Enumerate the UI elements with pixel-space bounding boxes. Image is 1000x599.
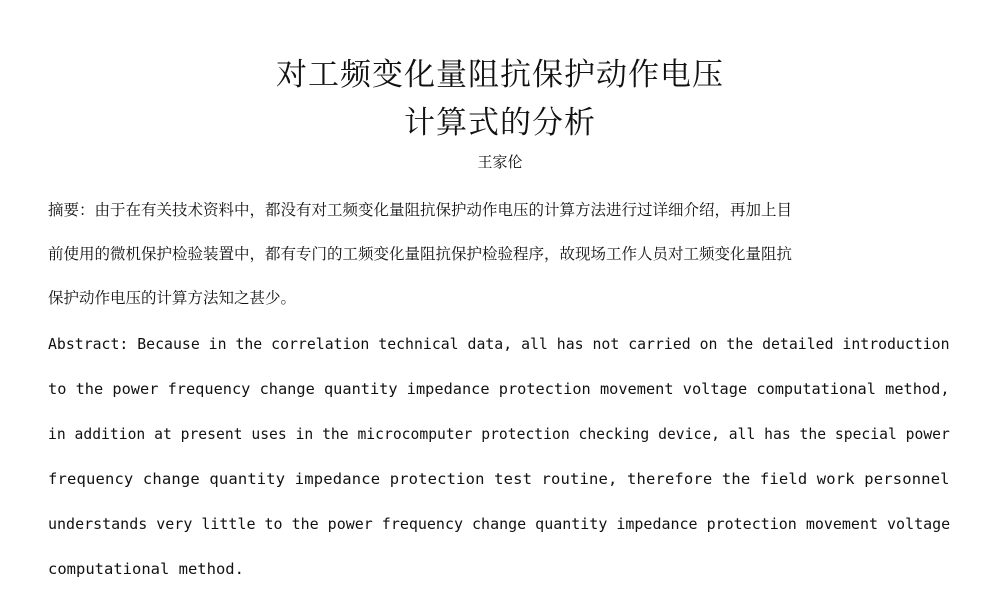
abstract-cn-line-3: 保护动作电压的计算方法知之甚少。	[48, 289, 297, 307]
paper-title-line-1: 对工频变化量阻抗保护动作电压	[276, 57, 724, 93]
abstract-en-line-4: frequency change quantity impedance protection test routine, therefore the field work personnel	[48, 470, 950, 488]
abstract-en-line-3: in addition at present uses in the microcomputer protection checking device, all has the special power	[48, 425, 950, 443]
abstract-cn-line-1: 摘要：由于在有关技术资料中，都没有对工频变化量阻抗保护动作电压的计算方法进行过详细介绍，再加上目	[48, 201, 793, 219]
abstract-en-line-1: Abstract: Because in the correlation technical data, all has not carried on the detailed introduction	[48, 335, 950, 353]
abstract-en-line-6: computational method.	[48, 560, 244, 578]
abstract-cn-line-2: 前使用的微机保护检验装置中，都有专门的工频变化量阻抗保护检验程序，故现场工作人员对工频变化量阻抗	[48, 245, 793, 263]
abstract-en-line-2: to the power frequency change quantity impedance protection movement voltage computational method,	[48, 380, 950, 398]
author-name: 王家伦	[477, 153, 523, 171]
abstract-en-line-5: understands very little to the power frequency change quantity impedance protection movement voltage	[48, 515, 951, 533]
paper-title-line-2: 计算式的分析	[404, 105, 596, 141]
